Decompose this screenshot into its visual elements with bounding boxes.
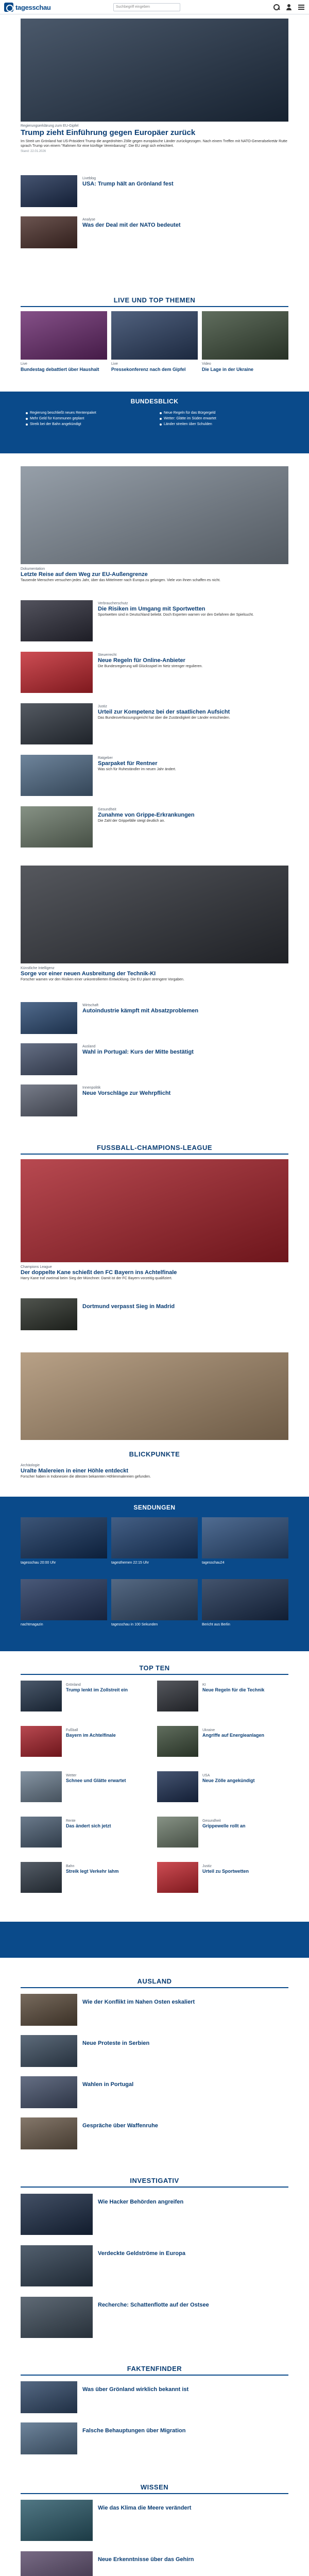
live-section-title: LIVE UND TOP THEMEN [113, 296, 196, 304]
topten-image [21, 1817, 62, 1848]
article-image [21, 2117, 77, 2149]
bundesblick-link[interactable]: Mehr Geld für Kommunen geplant [26, 416, 149, 421]
article-headline[interactable]: Neue Erkenntnisse über das Gehirn [98, 2556, 194, 2563]
search-input[interactable]: Suchbegriff eingeben [113, 3, 180, 11]
article-row[interactable] [21, 1002, 288, 1038]
sendung-label[interactable]: tagesschau24 [202, 1561, 225, 1565]
article-headline[interactable]: Wie das Klima die Meere verändert [98, 2505, 192, 2511]
live-card-headline[interactable]: Die Lage in der Ukraine [202, 367, 254, 372]
topten-headline[interactable]: Streik legt Verkehr lahm [66, 1869, 119, 1874]
topten-kicker: Bahn [66, 1865, 75, 1868]
topten-image [157, 1681, 198, 1711]
article-image [21, 600, 93, 641]
article-image [21, 2076, 77, 2108]
investigativ-section-title: INVESTIGATIV [130, 2177, 179, 2184]
topten-kicker: Gesundheit [202, 1819, 221, 1823]
sendung-card[interactable] [202, 1517, 288, 1566]
sendung-image [21, 1579, 107, 1620]
topten-image [157, 1771, 198, 1802]
article-image [21, 1043, 77, 1075]
sendung-image [21, 1517, 107, 1558]
article-row[interactable] [21, 703, 288, 748]
article-headline[interactable]: Neue Proteste in Serbien [82, 2040, 150, 2046]
ausland-item[interactable] [21, 1994, 288, 2030]
live-card-image [202, 311, 288, 360]
bullet-icon [160, 412, 162, 414]
lead-text[interactable] [21, 124, 288, 153]
article-kicker: Steuerrecht [98, 653, 117, 657]
blick-text[interactable] [21, 1463, 288, 1479]
sendungen-title: SENDUNGEN [133, 1504, 176, 1511]
lead-meta: Stand: 22.01.2026 [21, 150, 46, 153]
topten-kicker: Justiz [202, 1865, 212, 1868]
sendung-image [202, 1517, 288, 1558]
wissen-section-title: WISSEN [140, 2483, 169, 2491]
bullet-icon [160, 423, 162, 426]
live-card-headline[interactable]: Bundestag debattiert über Haushalt [21, 367, 99, 372]
bullet-icon [26, 412, 28, 414]
topten-image [157, 1726, 198, 1757]
feature-image[interactable] [21, 466, 288, 564]
investigativ-item[interactable] [21, 2297, 288, 2341]
topten-item[interactable] [157, 1681, 288, 1722]
sub-item-headline[interactable]: USA: Trump hält an Grönland fest [82, 181, 174, 187]
bundesblick-title: BUNDESBLICK [130, 398, 179, 405]
lead-image[interactable] [21, 19, 288, 122]
article-kicker: Ausland [82, 1045, 96, 1048]
topten-item[interactable] [21, 1817, 152, 1858]
live-card-kicker: Live [111, 362, 118, 366]
topten-image [21, 1771, 62, 1802]
article-headline[interactable]: Gespräche über Waffenruhe [82, 2123, 158, 2129]
bundesblick-link[interactable]: Neue Regeln für das Bürgergeld [160, 410, 283, 416]
sendung-label[interactable]: Bericht aus Berlin [202, 1623, 230, 1626]
article-row[interactable] [21, 652, 288, 696]
feature2-teaser: Forscher warnen vor den Risiken einer unkontrollierten Entwicklung. Die EU plant strengere Vorgaben. [21, 978, 184, 981]
article-image [21, 652, 93, 693]
lead-kicker: Regierungserklärung zum EU-Gipfel [21, 124, 79, 128]
sendung-image [111, 1579, 198, 1620]
topten-item[interactable] [157, 1817, 288, 1858]
article-image [21, 2245, 93, 2286]
feature2-kicker: Künstliche Intelligenz [21, 967, 55, 970]
bundesblick-panel [0, 392, 309, 453]
bullet-icon [26, 423, 28, 426]
logo[interactable] [4, 2, 51, 12]
article-row[interactable] [21, 1084, 288, 1121]
bundesblick-link[interactable]: Wetter: Glätte im Süden erwartet [160, 416, 283, 421]
sub-item-kicker: Analyse [82, 218, 95, 222]
blick-headline[interactable]: Uralte Malereien in einer Höhle entdeckt [21, 1468, 129, 1474]
live-card-kicker: Live [21, 362, 27, 366]
article-teaser: Sportwetten sind in Deutschland beliebt. Doch Experten warnen vor den Gefahren der Spielsucht. [98, 613, 254, 617]
investigativ-item[interactable] [21, 2245, 288, 2290]
topten-image [21, 1862, 62, 1893]
section-rule [21, 306, 288, 307]
article-image [21, 1084, 77, 1116]
article-image [21, 2035, 77, 2067]
ausland-item[interactable] [21, 2117, 288, 2154]
topten-headline[interactable]: Das ändert sich jetzt [66, 1823, 111, 1828]
feature-kicker: Dokumentation [21, 567, 45, 571]
article-kicker: Verbraucherschutz [98, 602, 128, 605]
topten-item[interactable] [157, 1862, 288, 1903]
topten-headline[interactable]: Neue Regeln für die Technik [202, 1687, 265, 1692]
article-kicker: Justiz [98, 705, 107, 708]
article-kicker: Innenpolitik [82, 1086, 101, 1090]
article-headline[interactable]: Autoindustrie kämpft mit Absatzproblemen [82, 1008, 199, 1014]
article-headline[interactable]: Recherche: Schattenflotte auf der Ostsee [98, 2302, 209, 2308]
article-image [21, 703, 93, 744]
sendung-card[interactable] [21, 1517, 107, 1566]
article-headline[interactable]: Falsche Behauptungen über Migration [82, 2428, 186, 2434]
bundesblick-link[interactable]: Regierung beschließt neues Rentenpaket [26, 410, 149, 416]
topten-image [157, 1862, 198, 1893]
topten-image [21, 1681, 62, 1711]
article-headline[interactable]: Verdeckte Geldströme in Europa [98, 2250, 185, 2257]
sendung-image [202, 1579, 288, 1620]
article-image [21, 1298, 77, 1330]
topten-kicker: Wetter [66, 1774, 77, 1777]
football-teaser: Harry Kane traf zweimal beim Sieg der Münchner. Damit ist der FC Bayern vorzeitig qualifiziert. [21, 1277, 173, 1280]
top-icons [273, 4, 305, 11]
live-card-image [111, 311, 198, 360]
article-teaser: Was sich für Ruheständler im neuen Jahr ändert. [98, 768, 176, 771]
section-rule [21, 2493, 288, 2494]
sub-item-image [21, 216, 77, 248]
live-card[interactable] [202, 311, 288, 372]
wissen-item[interactable] [21, 2500, 288, 2544]
article-row[interactable] [21, 806, 288, 851]
sub-item-image [21, 175, 77, 207]
blick-section-title: BLICKPUNKTE [129, 1450, 180, 1458]
blick-teaser: Forscher haben in Indonesien die ältesten bekannten Höhlenmalereien gefunden. [21, 1475, 151, 1479]
section-rule [21, 2375, 288, 2376]
sendung-label[interactable]: tagesthemen 22:15 Uhr [111, 1561, 149, 1565]
feature2-headline[interactable]: Sorge vor einer neuen Ausbreitung der Technik-KI [21, 971, 156, 977]
faktenfinder-section-title: FAKTENFINDER [127, 2365, 182, 2372]
logo-text: tagesschau [15, 3, 51, 11]
article-headline[interactable]: Urteil zur Kompetenz bei der staatlichen Aufsicht [98, 709, 230, 715]
live-card[interactable] [111, 311, 198, 372]
investigativ-item[interactable] [21, 2194, 288, 2238]
article-headline[interactable]: Dortmund verpasst Sieg in Madrid [82, 1303, 175, 1310]
topten-item[interactable] [157, 1771, 288, 1812]
sendung-card[interactable] [202, 1579, 288, 1628]
blick-image[interactable] [21, 1352, 288, 1440]
live-card[interactable] [21, 311, 107, 372]
faktenfinder-item[interactable] [21, 2381, 288, 2417]
bullet-icon [26, 418, 28, 420]
topten-kicker: Fußball [66, 1728, 78, 1732]
live-card-image [21, 311, 107, 360]
topten-headline[interactable]: Neue Zölle angekündigt [202, 1778, 255, 1783]
feature2-text[interactable] [21, 966, 288, 982]
top-bar [0, 0, 309, 14]
bundesblick-link[interactable]: Streik bei der Bahn angekündigt [26, 421, 149, 427]
sub-item-kicker: Liveblog [82, 177, 96, 180]
sub-item-headline[interactable]: Was der Deal mit der NATO bedeutet [82, 222, 181, 228]
article-headline[interactable]: Was über Grönland wirklich bekannt ist [82, 2386, 189, 2393]
blick-kicker: Archäologie [21, 1464, 40, 1467]
article-headline[interactable]: Wahlen in Portugal [82, 2081, 134, 2088]
topten-kicker: Ukraine [202, 1728, 215, 1732]
article-teaser: Die Bundesregierung will Glücksspiel im Netz strenger regulieren. [98, 665, 203, 668]
sub-item-2[interactable] [21, 216, 288, 252]
section-rule [21, 1987, 288, 1988]
article-headline[interactable]: Wie Hacker Behörden angreifen [98, 2199, 184, 2205]
article-headline[interactable]: Sparpaket für Rentner [98, 760, 158, 767]
topten-headline[interactable]: Angriffe auf Energieanlagen [202, 1733, 265, 1738]
section-rule [21, 2187, 288, 2188]
article-image [21, 755, 93, 796]
topten-item[interactable] [21, 1681, 152, 1722]
article-teaser: Das Bundesverfassungsgericht hat über die Zuständigkeit der Länder entschieden. [98, 716, 230, 720]
article-headline[interactable]: Zunahme von Grippe-Erkrankungen [98, 812, 195, 818]
topten-item[interactable] [157, 1726, 288, 1767]
topten-kicker: USA [202, 1774, 210, 1777]
faktenfinder-item[interactable] [21, 2422, 288, 2459]
ausland-item[interactable] [21, 2076, 288, 2112]
topten-kicker: Grönland [66, 1683, 81, 1687]
bundesblick-link[interactable]: Länder streiten über Schulden [160, 421, 283, 427]
ausland-section-title: AUSLAND [137, 1977, 172, 1985]
topten-headline[interactable]: Bayern im Achtelfinale [66, 1733, 116, 1738]
sendung-label[interactable]: nachtmagazin [21, 1623, 43, 1626]
user-icon[interactable] [285, 4, 293, 11]
article-kicker: Ratgeber [98, 756, 113, 760]
lead-teaser: Im Streit um Grönland hat US-Präsident Trump die angedrohten Zölle gegen europäische Länder zurückgezogen. Nach einem Treffen mit NATO-Generalsekretär Rutte sprach Trump von einem "Rahmen für eine künftige Vereinbarung". Die EU zeigt sich erleichtert. [21, 140, 287, 148]
sendung-label[interactable]: tagesschau in 100 Sekunden [111, 1623, 158, 1626]
topten-right [157, 1681, 288, 1907]
topten-headline[interactable]: Schnee und Glätte erwartet [66, 1778, 126, 1783]
topten-section-title: TOP TEN [139, 1664, 170, 1672]
article-row[interactable] [21, 755, 288, 799]
article-image [21, 1002, 77, 1034]
feature-teaser: Tausende Menschen versuchen jedes Jahr, über das Mittelmeer nach Europa zu gelangen. Viele von ihnen schaffen es nicht. [21, 579, 221, 582]
article-row[interactable] [21, 1043, 288, 1079]
search-icon[interactable] [273, 4, 280, 11]
football-headline[interactable]: Der doppelte Kane schießt den FC Bayern ins Achtelfinale [21, 1269, 177, 1276]
topten-headline[interactable]: Urteil zu Sportwetten [202, 1869, 249, 1874]
football-sub-item[interactable] [21, 1298, 288, 1334]
topten-kicker: Rente [66, 1819, 76, 1823]
ausland-item[interactable] [21, 2035, 288, 2071]
article-image [21, 2551, 93, 2576]
topten-item[interactable] [21, 1862, 152, 1903]
topten-left [21, 1681, 152, 1907]
topten-item[interactable] [21, 1771, 152, 1812]
article-headline[interactable]: Neue Regeln für Online-Anbieter [98, 657, 185, 664]
promo-band [0, 1922, 309, 1958]
logo-icon [4, 3, 13, 12]
article-kicker: Gesundheit [98, 808, 116, 811]
sendung-card[interactable] [111, 1579, 198, 1628]
topten-headline[interactable]: Grippewelle rollt an [202, 1823, 246, 1828]
feature-text[interactable] [21, 567, 288, 583]
article-row[interactable] [21, 600, 288, 645]
lead-headline[interactable]: Trump zieht Einführung gegen Europäer zurück [21, 128, 196, 137]
topten-image [157, 1817, 198, 1848]
article-image [21, 2381, 77, 2413]
feature-headline[interactable]: Letzte Reise auf dem Weg zur EU-Außengrenze [21, 571, 148, 578]
sub-item-1[interactable] [21, 175, 288, 211]
article-teaser: Die Zahl der Grippefälle steigt deutlich an. [98, 819, 165, 823]
article-image [21, 2500, 93, 2541]
article-image [21, 2297, 93, 2338]
section-rule [21, 1674, 288, 1675]
sendung-label[interactable]: tagesschau 20:00 Uhr [21, 1561, 56, 1565]
article-image [21, 2422, 77, 2454]
section-rule [21, 1154, 288, 1155]
sendung-image [111, 1517, 198, 1558]
football-image[interactable] [21, 1159, 288, 1262]
wissen-item[interactable] [21, 2551, 288, 2576]
article-headline[interactable]: Wie der Konflikt im Nahen Osten eskaliert [82, 1999, 195, 2005]
article-headline[interactable]: Neue Vorschläge zur Wehrpflicht [82, 1090, 171, 1096]
feature2-image[interactable] [21, 866, 288, 963]
topten-item[interactable] [21, 1726, 152, 1767]
article-image [21, 806, 93, 848]
football-section-title: FUSSBALL-CHAMPIONS-LEAGUE [96, 1144, 213, 1151]
menu-icon[interactable] [298, 4, 305, 11]
article-headline[interactable]: Wahl in Portugal: Kurs der Mitte bestätigt [82, 1049, 194, 1055]
football-kicker: Champions League [21, 1265, 52, 1269]
football-text[interactable] [21, 1265, 288, 1281]
bullet-icon [160, 418, 162, 420]
sendung-card[interactable] [111, 1517, 198, 1566]
live-card-kicker: Video [202, 362, 211, 366]
topten-headline[interactable]: Trump lenkt im Zollstreit ein [66, 1687, 128, 1692]
live-card-headline[interactable]: Pressekonferenz nach dem Gipfel [111, 367, 186, 372]
topten-kicker: KI [202, 1683, 206, 1687]
article-image [21, 2194, 93, 2235]
article-image [21, 1994, 77, 2026]
topten-image [21, 1726, 62, 1757]
sendung-card[interactable] [21, 1579, 107, 1628]
article-headline[interactable]: Die Risiken im Umgang mit Sportwetten [98, 606, 205, 612]
article-kicker: Wirtschaft [82, 1004, 99, 1007]
